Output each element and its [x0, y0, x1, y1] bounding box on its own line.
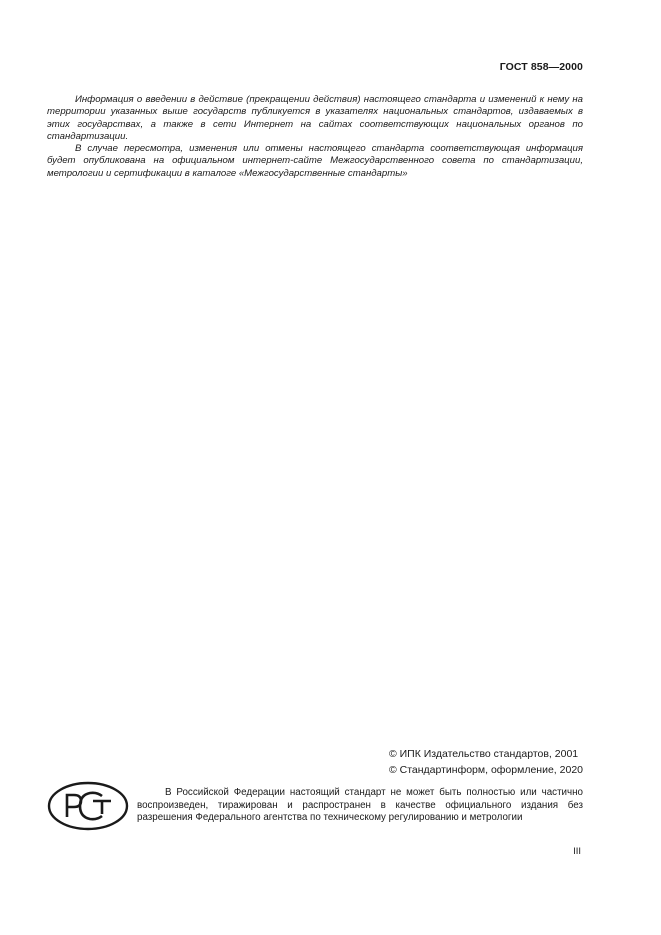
copyright-block	[389, 746, 583, 778]
rst-certification-mark-icon	[47, 781, 129, 831]
document-code: ГОСТ 858—2000	[499, 61, 583, 73]
info-paragraph: В случае пересмотра, изменения или отмены настоящего стандарта соответствующая информация будет опубликована на официальном интернет-сайте Межгосударственного совета по стандартизации, метрологии и сертификации в каталоге «Межгосударственные стандарты»	[47, 143, 583, 179]
info-paragraph: Информация о введении в действие (прекращении действия) настоящего стандарта и изменений к нему на территории указанных выше государств публикуется в указателях национальных стандартов, издаваемых в этих государствах, а также в сети Интернет на сайтах соответствующих национальных органов по стандартизации.	[47, 94, 583, 142]
copyright-line: © ИПК Издательство стандартов, 2001	[388, 748, 579, 760]
copyright-line: © Стандартинформ, оформление, 2020	[388, 764, 583, 776]
legal-notice-text: В Российской Федерации настоящий стандарт не может быть полностью или частично воспроизведен, тиражирован и распространен в качестве официального издания без разрешения Федерального агентства по техническому регулированию и метрологии	[137, 787, 583, 824]
page-number: III	[573, 846, 581, 857]
publication-info-block	[47, 94, 583, 180]
legal-notice	[137, 787, 583, 825]
